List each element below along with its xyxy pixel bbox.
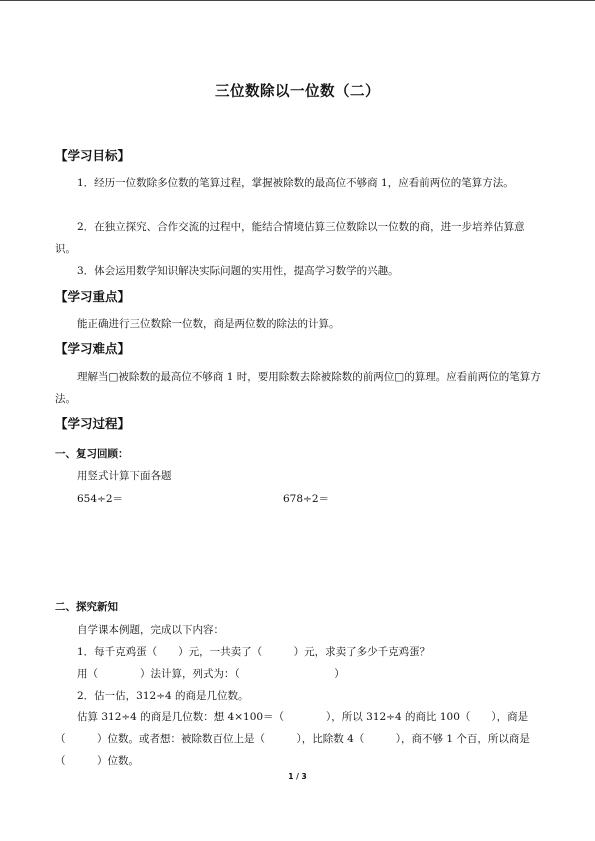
top-rule	[0, 0, 595, 1]
review-heading: 一、复习回顾：	[55, 448, 129, 460]
page-title: 三位数除以一位数（二）	[215, 84, 380, 100]
goals-heading: 【学习目标】	[55, 148, 131, 163]
page-number: 1 / 3	[288, 772, 307, 781]
review-instruction: 用竖式计算下面各题	[77, 470, 172, 482]
key-text: 能正确进行三位数除一位数，商是两位数的除法的计算。	[77, 318, 340, 330]
explore-intro: 自学课本例题，完成以下内容：	[77, 624, 224, 636]
goal-2: 2．在独立探究、合作交流的过程中，能结合情境估算三位数除以一位数的商，进一步培养估算意识。	[55, 221, 525, 255]
question-1: 1．每千克鸡蛋（ ）元，一共卖了（ ）元，求卖了多少千克鸡蛋？	[77, 646, 431, 658]
review-problem-2: 678÷2＝	[283, 493, 330, 505]
difficult-text: 理解当□被除数的最高位不够商 1 时，要用除数去除被除数的前两位□的算理。应看前两位的笔算方法。	[55, 371, 541, 405]
review-problem-1: 654÷2＝	[77, 493, 124, 505]
goal-1: 1．经历一位数除多位数的笔算过程，掌握被除数的最高位不够商 1，应看前两位的笔算方法。	[77, 177, 514, 189]
question-1-method: 用（ ）法计算，列式为：（ ）	[77, 668, 345, 680]
process-heading: 【学习过程】	[55, 416, 131, 431]
key-heading: 【学习重点】	[55, 289, 131, 304]
question-2: 2．估一估，312÷4 的商是几位数。	[77, 690, 249, 702]
goal-3: 3．体会运用数学知识解决实际问题的实用性，提高学习数学的兴趣。	[77, 265, 399, 277]
difficult-heading: 【学习难点】	[55, 341, 131, 356]
question-2-detail: 估算 312÷4 的商是几位数：想 4×100＝（ ），所以 312÷4 的商比 100（ ），商是（ ）位数。或者想：被除数百位上是（ ），比除数 4（ ），商不够 1 个百，所以商是（ ）位数。	[55, 711, 530, 767]
explore-heading: 二、探究新知	[55, 601, 118, 613]
